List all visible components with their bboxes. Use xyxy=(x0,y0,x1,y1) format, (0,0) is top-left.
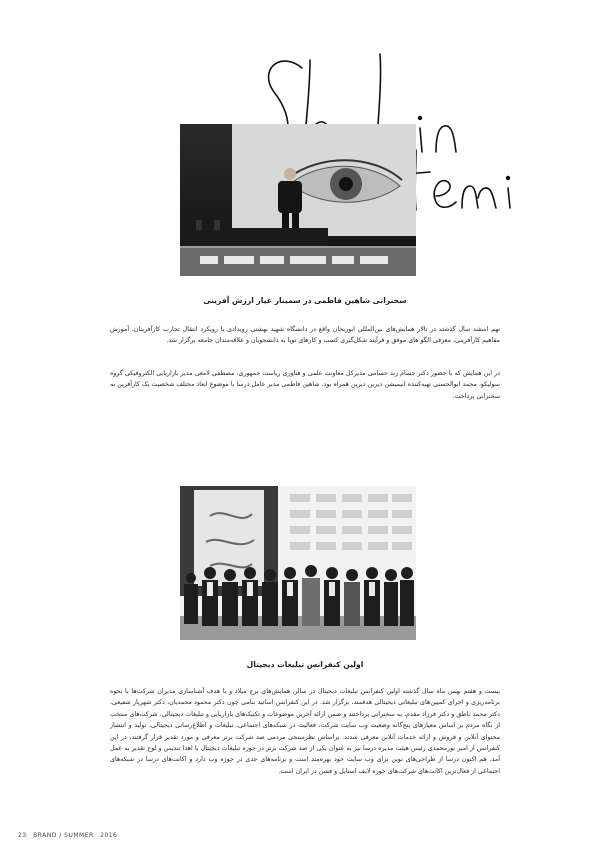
conference-paragraph: بیست و هفتم بهمن ماه سال گذشته اولین کنفرانس تبلیغات دیجیتال در سالن همایش‌های برج میلاد و با هدف آشناسازی مدیران شرکت‌ها با نحوه برنامه‌ریزی و اجرای کمپین‌های تبلیغاتی دیجیتالی هدفمند، برگزار شد. در این کنفرانس اساتید بنامی چون دکتر محمود محمدیان، دکتر شهریار شفیعی، دکتر محمد ناطق و دکتر فرزاد مقدم، به سخنرانی پرداختند و ضمن ارائه آخرین موضوعات و تکنیک‌های بازاریابی و تبلیغات دیجیتالی، شرکت‌های منتخب از نگاه مردم بر اساس معیارهای پنج‌گانه وضعیت وب سایت شرکت، فعالیت در شبکه‌های اجتماعی، تبلیغات و اطلاع‌رسانی دیجیتالی، تولید و انتشار محتوای آنلاین و فروش و ارائه خدمات آنلاین معرفی شدند. براساس نظرسنجی مردمی صد شرکت برتر معرفی و مورد تقدیر قرار گرفتند، در این کنفرانس از امیر نورمحمدی رئیس هیئت مدیره درسا نیز به عنوان یکی از صد شرکت برتر در حوزه تبلیغات دیجیتال با اهدا تندیس و لوح تقدیر به عمل آمد. هم اکنون درسا از طراحی‌های نوین برای وب سایت خود بهره‌مند است و برنامه‌های جدی در حوزه وب دارد و اکانت‌های درسا در شبکه‌های اجتماعی از فعال‌ترین اکانت‌های شرکت‌های حوزه لایف استایل و فشن در ایران است. xyxy=(110,688,500,775)
seminar-paragraph-2: در این همایش که با حضور دکتر حسام زند حسامی مدیرکل معاونت علمی و فناوری ریاست جمهوری، مصطفی لامعی مدیر بازاریابی الکتروفیکی گروه سولیکو، محمد ابوالحسنی تهیه‌کننده انیمیشن دیرین دیرین همراه بود، شاهین فاطمی مدیر عامل درسا با موضوع ابعاد مختلف شخصیت یک کارآفرین به سخنرانی پرداخت. xyxy=(110,370,500,400)
publication-name: BRAND / SUMMER xyxy=(33,832,94,839)
seminar-speaker-photo-icon xyxy=(180,124,416,276)
seminar-paragraph-1: نهم اسفند سال گذشته در تالار همایش‌های بین‌المللی ابوریحان واقع در دانشگاه شهید بهشتی رویدادی با رویکرد انتقال تجارب کارآفرینان، آموزش مفاهیم کارآفرینی، معرفی الگو های موفق و فرآیند شکل‌گیری کسب و کارهای نوپا به دانشجویان و علاقه‌مندان جامعه برگزار شد. xyxy=(110,326,500,345)
publication-year: 2016 xyxy=(100,832,118,839)
conference-photo xyxy=(180,486,416,640)
page-footer xyxy=(18,832,121,839)
page-number: 23 xyxy=(18,832,27,839)
seminar-caption: سخنرانی شاهین فاطمی در سمینار عیار ارزش آفرینی xyxy=(203,296,407,305)
seminar-photo xyxy=(180,124,416,276)
conference-caption: اولین کنفرانس تبلیغات دیجیتال xyxy=(246,660,364,669)
conference-group-photo-icon xyxy=(180,486,416,640)
